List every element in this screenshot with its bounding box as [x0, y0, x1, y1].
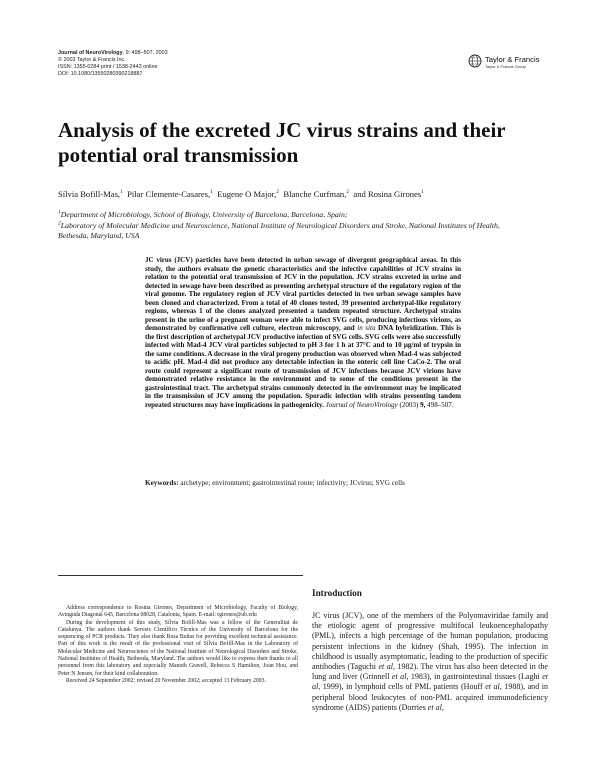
globe-logo-icon	[468, 54, 482, 68]
author: Eugene O Major,$^2$	[217, 189, 280, 199]
affiliation: $^2$Laboratory of Molecular Medicine and Neuroscience, National Institute of Neurological Disorders and Stroke, National Institutes of Health, Bethesda, Maryland, USA	[58, 219, 500, 240]
correspondence-footnote	[58, 605, 298, 685]
journal-meta-line: Journal of NeuroVirology, 9: 498–507, 2003	[58, 50, 168, 56]
abstract: JC virus (JCV) particles have been detected in urban sewage of divergent geographical areas. In this study, the authors evaluate the genetic characteristics and the infective capabilities of JCV strains in relation to the potential oral transmission of JCV in the population. JCV strains excreted in urine and detected in sewage have been described as presenting archetypal structure of the regulatory region of the viral genome. The regulatory region of JCV viral particles detected in two urban sewage samples have been cloned and characterized. From a total of 40 clones tested, 39 presented archetypal-like regulatory regions, whereas 1 of the clones analyzed presented a tandem repeated structure. Archetypal strains present in the urine of a pregnant woman were able to infect SVG cells, producing infectious virions, as demonstrated by confirmative cell culture, electron microscopy, and in situ DNA hybridization. This is the first description of archetypal JCV productive infection of SVG cells. SVG cells were also successfully infected with Mad-4 JCV viral particles subjected to pH 3 for 1 h at 37°C and to 10 μg/ml of trypsin in the same conditions. A decrease in the viral progeny production was observed when Mad-4 was subjected to acidic pH. Mad-4 did not produce any detectable infection in the enteric cell line CaCo-2. The oral route could represent a significant route of transmission of JCV infections because JCV virions have demonstrated relative resistance in the environment and to some of the conditions present in the gastrointestinal tract. The archetypal strains commonly detected in the environment may be implicated in the transmission of JCV among the population. Sporadic infection with strains presenting tandem repeated structures may have implications in pathogenicity. Journal of NeuroVirology (2003) 9, 498–507.	[145, 256, 461, 409]
journal-meta-line: DOI: 10.1080/13550280390218887	[58, 71, 143, 77]
journal-meta-line: © 2003 Taylor & Francis Inc.	[58, 57, 126, 63]
publisher-logo	[468, 52, 548, 76]
footnote-divider	[58, 575, 303, 576]
citation-journal: Journal of NeuroVirology	[325, 400, 398, 409]
author-list	[58, 189, 424, 199]
footnote-paragraph: During the development of this study, Sílvia Bofill-Mas was a fellow of the Generalitat de Catalunya. The authors thank Serveis Científico Tècnics of the University of Barcelona for the sequencing of PCR products. They also thank Rosa Buñas for providing excellent technical assistance. Part of this work is the result of the professional visit of Sílvia Bofill-Mas in the Laboratory of Molecular Medicine and Neuroscience of the National Institute of Neurological Disorders and Stroke, National Institutes of Health, Bethesda, Maryland. The authors would like to express their thanks to all personnel from this laboratory and especially Manoth Gravell, Rebecca S Hamilton, Joan Hou, and Peter N Jensen, for their kind collaboration.	[58, 619, 298, 677]
introduction-body: JC virus (JCV), one of the members of the Polyomaviridae family and the etiologic agent of progressive multifocal leukoencephalopathy (PML), infects a high percentage of the human population, producing persistent infections in the kidney (Shah, 1995). The infection in childhood is usually asymptomatic, leading to the production of specific antibodies (Taguchi et al, 1982). The virus has also been detected in the lung and liver (Grinnell et al, 1983), in gastrointestinal tissues (Laghi et al, 1999), in lymphoid cells of PML patients (Houff et al, 1988), and in peripheral blood leukocytes of non-PML acquired immunodeficiency syndrome (AIDS) patients (Dorries et al,	[312, 611, 549, 712]
article-title: Analysis of the excreted JC virus strains and their potential oral transmission	[58, 118, 506, 167]
section-heading-introduction: Introduction	[312, 588, 362, 598]
author: and Rosina Girones$^1$	[353, 189, 424, 199]
footnote-paragraph: Received 24 September 2002; revised 20 November 2002; accepted 13 February 2003.	[66, 677, 266, 684]
author: Pilar Clemente-Casares,$^1$	[127, 189, 213, 199]
affiliations	[58, 210, 528, 242]
footnote-paragraph: Address correspondence to Rosina Girones, Department of Microbiology, Faculty of Biology, Avinguda Diagonal 645, Barcelona 08028, Catalonia, Spain. E-mail: rgirones@ub.edu	[58, 605, 298, 619]
author: Blanche Curfman,$^2$	[283, 189, 350, 199]
keywords-text: archetype; environment; gastrointestinal route; infectivity; JCvirus; SVG cells	[178, 479, 405, 487]
keywords-label: Keywords:	[145, 479, 179, 487]
journal-meta	[58, 50, 168, 78]
affiliation: $^1$Department of Microbiology, School of Biology, University of Barcelona, Barcelona, Spain;	[58, 209, 348, 219]
author: Sílvia Bofill-Mas,$^1$	[58, 189, 123, 199]
publisher-name: Taylor & Francis	[485, 55, 540, 64]
keywords	[145, 479, 461, 488]
journal-meta-line: ISSN: 1355-0284 print / 1538-2443 online	[58, 64, 158, 70]
publisher-tagline: Taylor & Francis Group	[485, 64, 526, 69]
